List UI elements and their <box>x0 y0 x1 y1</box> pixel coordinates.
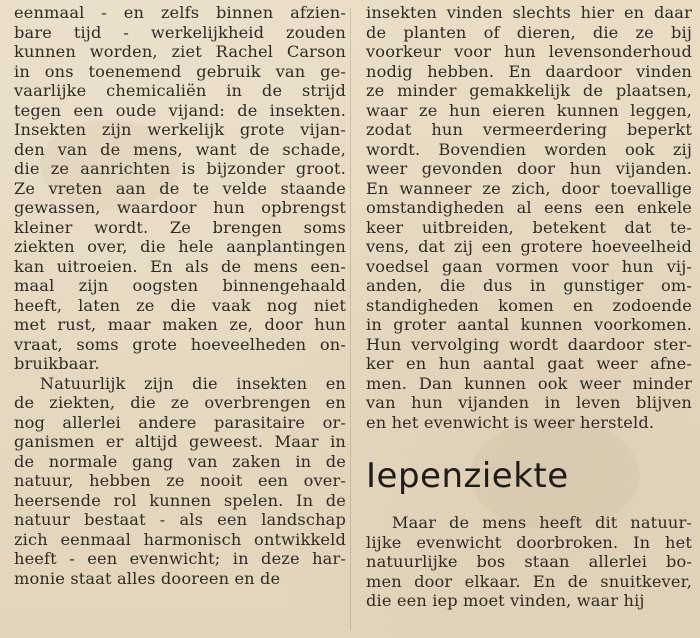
text-line: lijke evenwicht doorbroken. In het <box>366 532 692 552</box>
text-line: men door elkaar. En de snuitkever, <box>366 571 692 591</box>
text-line: waar ze hun eieren kunnen leggen, <box>366 100 692 120</box>
text-line: bruikbaar. <box>14 354 100 373</box>
left-column <box>14 3 346 588</box>
text-line: gewassen, waardoor hun opbrengst <box>14 198 346 217</box>
text-line: Maar de mens heeft dit natuur- <box>391 513 692 532</box>
left-paragraph-1 <box>14 3 346 374</box>
text-line: van hun vijanden in leven blijven <box>366 393 692 412</box>
text-line: ziekten over, die hele aanplantingen <box>14 237 346 256</box>
text-line: weer gevonden door hun vijanden. <box>366 159 692 178</box>
text-line: die ze aanrichten is bijzonder groot. <box>14 159 346 178</box>
text-line: heeft - een evenwicht; in deze har- <box>14 549 346 568</box>
text-line: tegen een oude vijand: de insekten. <box>14 100 346 120</box>
text-line: voedsel gaan vormen voor hun vij- <box>366 256 692 276</box>
text-line: kan uitroeien. En als de mens een- <box>14 256 346 276</box>
text-line: standigheden komen en zodoende <box>366 295 692 315</box>
text-line: eenmaal - en zelfs binnen afzien- <box>14 3 346 22</box>
text-line: den van de mens, want de schade, <box>14 139 346 159</box>
text-line: en het evenwicht is weer hersteld. <box>366 412 655 432</box>
text-line: natuurlijke bos staan allerlei bo- <box>366 552 692 571</box>
right-paragraph-1 <box>366 3 692 432</box>
text-line: nog allerlei andere parasitaire or- <box>14 412 346 432</box>
left-paragraph-2 <box>14 374 346 589</box>
text-line: voorkeur voor hun levensonderhoud <box>366 42 692 61</box>
text-line: maal zijn oogsten binnengehaald <box>14 276 346 295</box>
text-line: Hun vervolging wordt daardoor ster- <box>366 334 692 354</box>
text-line: wordt. Bovendien worden ook zij <box>366 139 692 159</box>
text-line: Natuurlijk zijn die insekten en <box>39 373 346 393</box>
section-heading: Iepenziekte <box>366 456 569 496</box>
text-line: anden, die dus in gunstiger om- <box>366 276 692 295</box>
text-line: kleiner wordt. Ze brengen soms <box>14 217 346 237</box>
text-line: in groter aantal kunnen voorkomen. <box>366 315 692 334</box>
text-line: natuur bestaat - als een landschap <box>14 510 346 529</box>
text-line: En wanneer ze zich, door toevallige <box>366 178 692 198</box>
text-line: met rust, maar maken ze, door hun <box>14 315 346 334</box>
text-line: de ziekten, die ze overbrengen en <box>14 393 346 412</box>
text-line: ze minder gemakkelijk de plaatsen, <box>366 81 692 100</box>
text-line: heeft, laten ze die vaak nog niet <box>14 295 346 315</box>
text-line: zich eenmaal harmonisch ontwikkeld <box>14 529 346 549</box>
text-line: die een iep moet vinden, waar hij <box>366 591 645 610</box>
column-rule <box>350 8 351 630</box>
text-line: ker en hun aantal gaat weer afne- <box>366 354 692 373</box>
right-column <box>366 3 692 611</box>
text-line: Ze vreten aan de te velde staande <box>14 178 346 198</box>
text-line: omstandigheden al eens een enkele <box>366 198 692 217</box>
text-line: keer uitbreiden, betekent dat te- <box>366 217 692 237</box>
text-line: insekten vinden slechts hier en daar <box>366 3 692 22</box>
text-line: natuur, hebben ze nooit een over- <box>14 471 346 490</box>
text-line: monie staat alles dooreen en de <box>14 568 281 588</box>
text-line: de normale gang van zaken in de <box>14 451 346 471</box>
text-line: ganismen er altijd geweest. Maar in <box>14 432 346 451</box>
text-line: vraat, soms grote hoeveelheden on- <box>14 334 346 354</box>
text-line: Insekten zijn werkelijk grote vijan- <box>14 120 346 139</box>
text-line: bare tijd - werkelijkheid zouden <box>14 22 346 42</box>
text-line: de planten of dieren, die ze bij <box>366 22 692 42</box>
text-line: men. Dan kunnen ook weer minder <box>366 373 692 393</box>
text-line: vaarlijke chemicaliën in de strijd <box>14 81 346 100</box>
text-line: vens, dat zij een grotere hoeveelheid <box>366 237 692 256</box>
text-line: heersende rol kunnen spelen. In de <box>14 490 346 510</box>
right-paragraph-2 <box>366 513 692 611</box>
text-line: nodig hebben. En daardoor vinden <box>366 61 692 81</box>
text-line: in ons toenemend gebruik van ge- <box>14 61 346 81</box>
text-line: zodat hun vermeerdering beperkt <box>366 120 692 139</box>
text-line: kunnen worden, ziet Rachel Carson <box>14 42 346 61</box>
